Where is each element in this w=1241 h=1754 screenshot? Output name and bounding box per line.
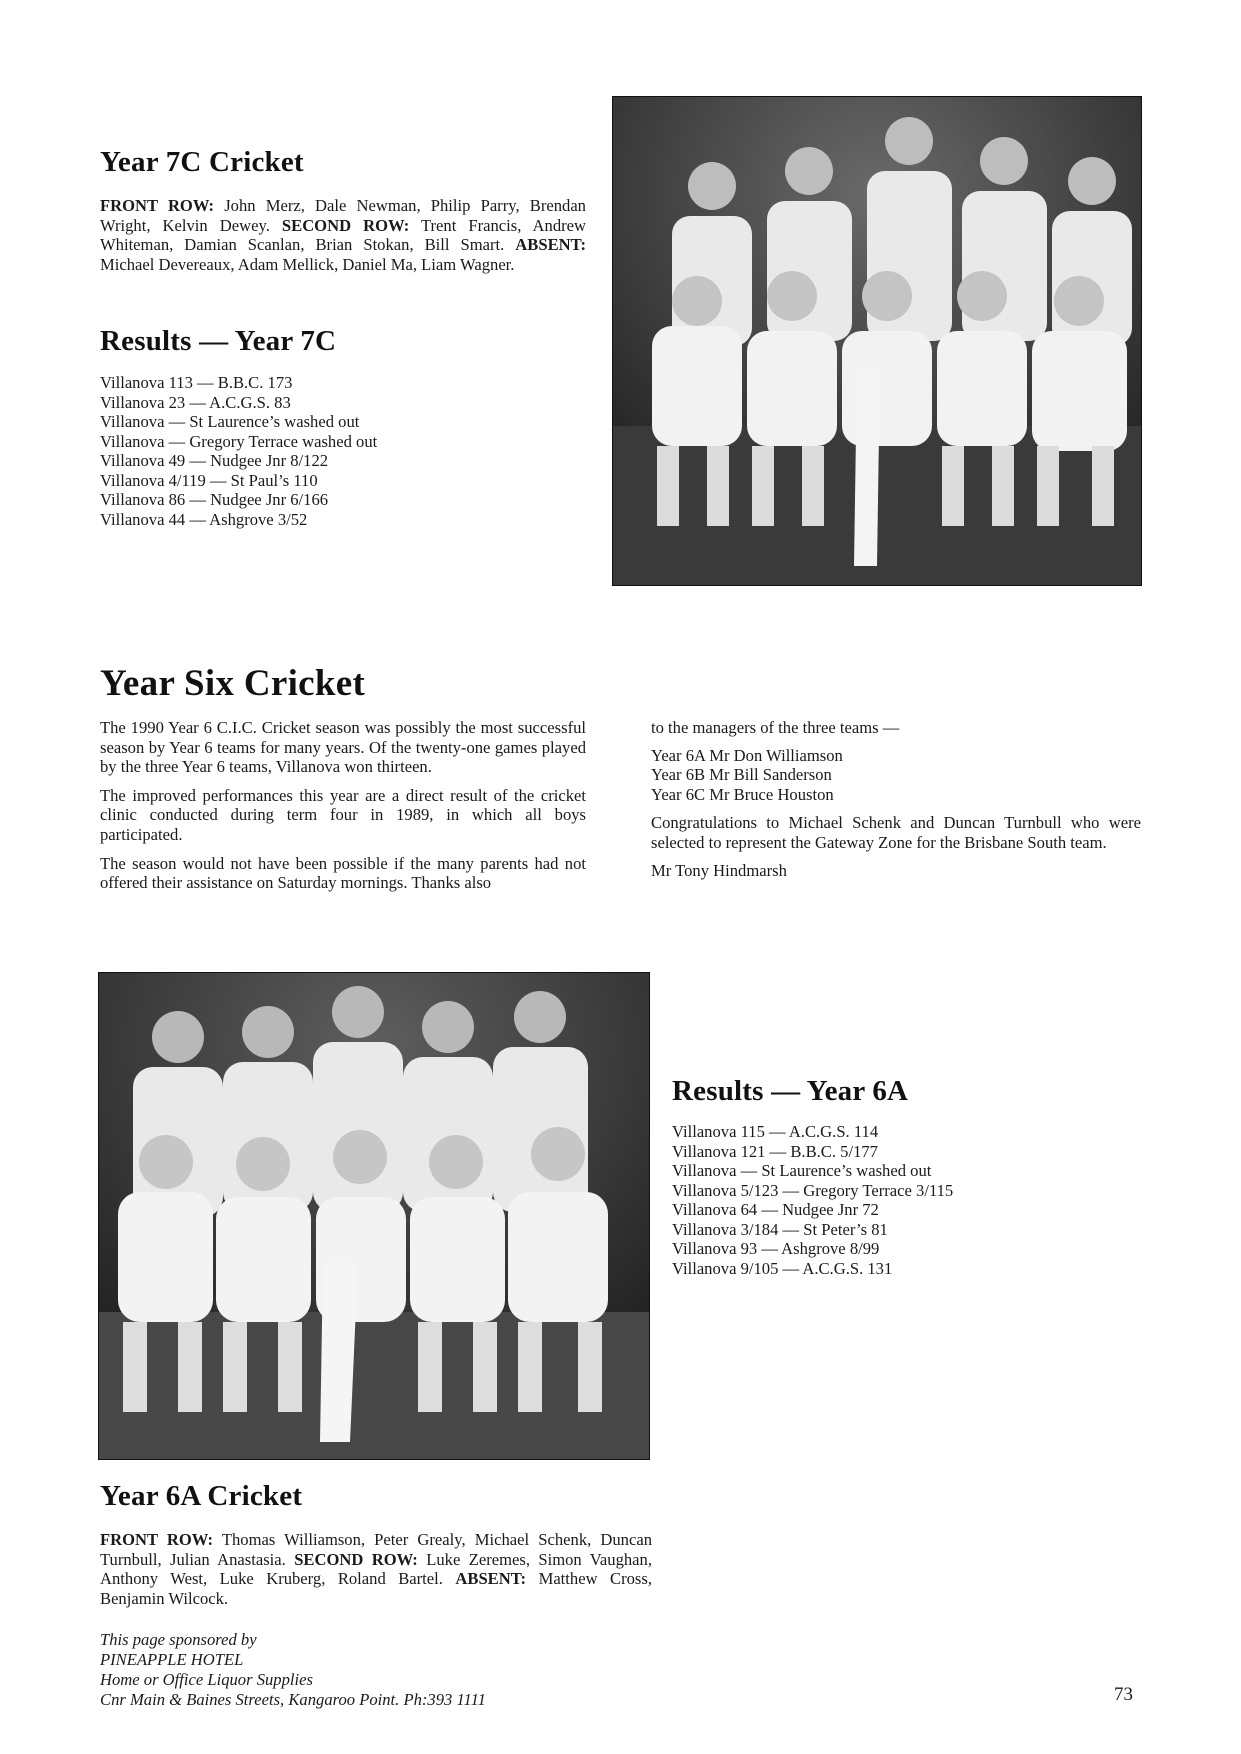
second-row-label: SECOND ROW: [281, 215, 410, 235]
list-item: Villanova 86 — Nudgee Jnr 6/166 [100, 490, 329, 509]
list-item: Villanova — Gregory Terrace washed out [100, 431, 378, 451]
list-item: Villanova 121 — B.B.C. 5/177 [672, 1141, 878, 1161]
absent-names: Michael Devereaux, Adam Mellick, Daniel Ma, Liam Wagner. [100, 254, 515, 274]
list-item: Villanova 3/184 — St Peter’s 81 [672, 1219, 888, 1239]
author: Mr Tony Hindmarsh [651, 861, 787, 881]
list-item: Villanova 64 — Nudgee Jnr 72 [672, 1200, 879, 1219]
list-item: Villanova 49 — Nudgee Jnr 8/122 [100, 451, 329, 470]
results-6a-title: Results — Year 6A [672, 1075, 909, 1107]
list-item: Villanova — St Laurence’s washed out [672, 1161, 932, 1180]
absent-label: ABSENT: [515, 235, 586, 255]
year6a-team-photo [98, 972, 650, 1460]
year7c-caption [100, 196, 586, 274]
page-number: 73 [1114, 1684, 1133, 1705]
list-item: Villanova 113 — B.B.C. 173 [100, 373, 293, 392]
managers-list [651, 746, 1141, 805]
sponsor-line: This page sponsored by [100, 1630, 257, 1649]
paragraph: The season would not have been possible if the many parents had not offered their assistance on Saturday mornings. Thanks also [100, 853, 586, 893]
list-item: Year 6A Mr Don Williamson [651, 745, 843, 765]
managers-intro: to the managers of the three teams — [651, 718, 900, 737]
year6a-title: Year 6A Cricket [100, 1480, 303, 1512]
year-six-left-column [100, 718, 586, 893]
year7c-team-photo [612, 96, 1142, 586]
sponsor-line: Home or Office Liquor Supplies [100, 1670, 313, 1689]
absent-label: ABSENT: [455, 1569, 527, 1589]
list-item: Villanova — St Laurence’s washed out [100, 412, 360, 431]
list-item: Villanova 5/123 — Gregory Terrace 3/115 [672, 1180, 954, 1200]
congratulations-paragraph: Congratulations to Michael Schenk and Duncan Turnbull who were selected to represent the Gateway Zone for the Brisbane South team. [651, 813, 1141, 852]
year-six-title: Year Six Cricket [100, 663, 366, 704]
list-item: Villanova 4/119 — St Paul’s 110 [100, 470, 318, 490]
front-row-label: FRONT ROW: [100, 1530, 214, 1549]
results-7c-list [100, 373, 377, 529]
front-row-names: John Merz, Dale Newman, Philip Parry, Brendan Wright, Kelvin Dewey. [100, 196, 586, 235]
front-row-names: Thomas Williamson, Peter Grealy, Michael Schenk, Duncan Turnbull, Julian Anastasia. [100, 1530, 652, 1569]
list-item: Year 6C Mr Bruce Houston [651, 784, 834, 804]
second-row-names: Luke Zeremes, Simon Vaughan, Anthony West, Luke Kruberg, Roland Bartel. [100, 1549, 652, 1589]
list-item: Year 6B Mr Bill Sanderson [651, 765, 832, 785]
results-7c-title: Results — Year 7C [100, 325, 337, 357]
sponsor-line: Cnr Main & Baines Streets, Kangaroo Point. Ph:393 1111 [100, 1690, 486, 1709]
front-row-label: FRONT ROW: [100, 196, 215, 215]
paragraph: The improved performances this year are a direct result of the cricket clinic conducted during term four in 1989, in which all boys participated. [100, 785, 586, 844]
absent-names: Matthew Cross, Benjamin Wilcock. [100, 1569, 652, 1608]
sponsor-line: PINEAPPLE HOTEL [100, 1650, 244, 1669]
year7c-title: Year 7C Cricket [100, 146, 304, 178]
list-item: Villanova 23 — A.C.G.S. 83 [100, 392, 291, 412]
paragraph: The 1990 Year 6 C.I.C. Cricket season was possibly the most successful season by Year 6 teams for many years. Of the twenty-one games played by the three Year 6 teams, Villanova won thirteen. [100, 718, 586, 777]
list-item: Villanova 115 — A.C.G.S. 114 [672, 1122, 879, 1141]
list-item: Villanova 9/105 — A.C.G.S. 131 [672, 1258, 893, 1278]
second-row-names: Trent Francis, Andrew Whiteman, Damian Scanlan, Brian Stokan, Bill Smart. [100, 215, 586, 255]
list-item: Villanova 93 — Ashgrove 8/99 [672, 1239, 880, 1258]
list-item: Villanova 44 — Ashgrove 3/52 [100, 509, 308, 529]
sponsor-block [100, 1630, 486, 1710]
year6a-caption [100, 1530, 652, 1608]
results-6a-list [672, 1122, 953, 1278]
second-row-label: SECOND ROW: [294, 1549, 418, 1569]
year-six-right-column [651, 718, 1141, 881]
